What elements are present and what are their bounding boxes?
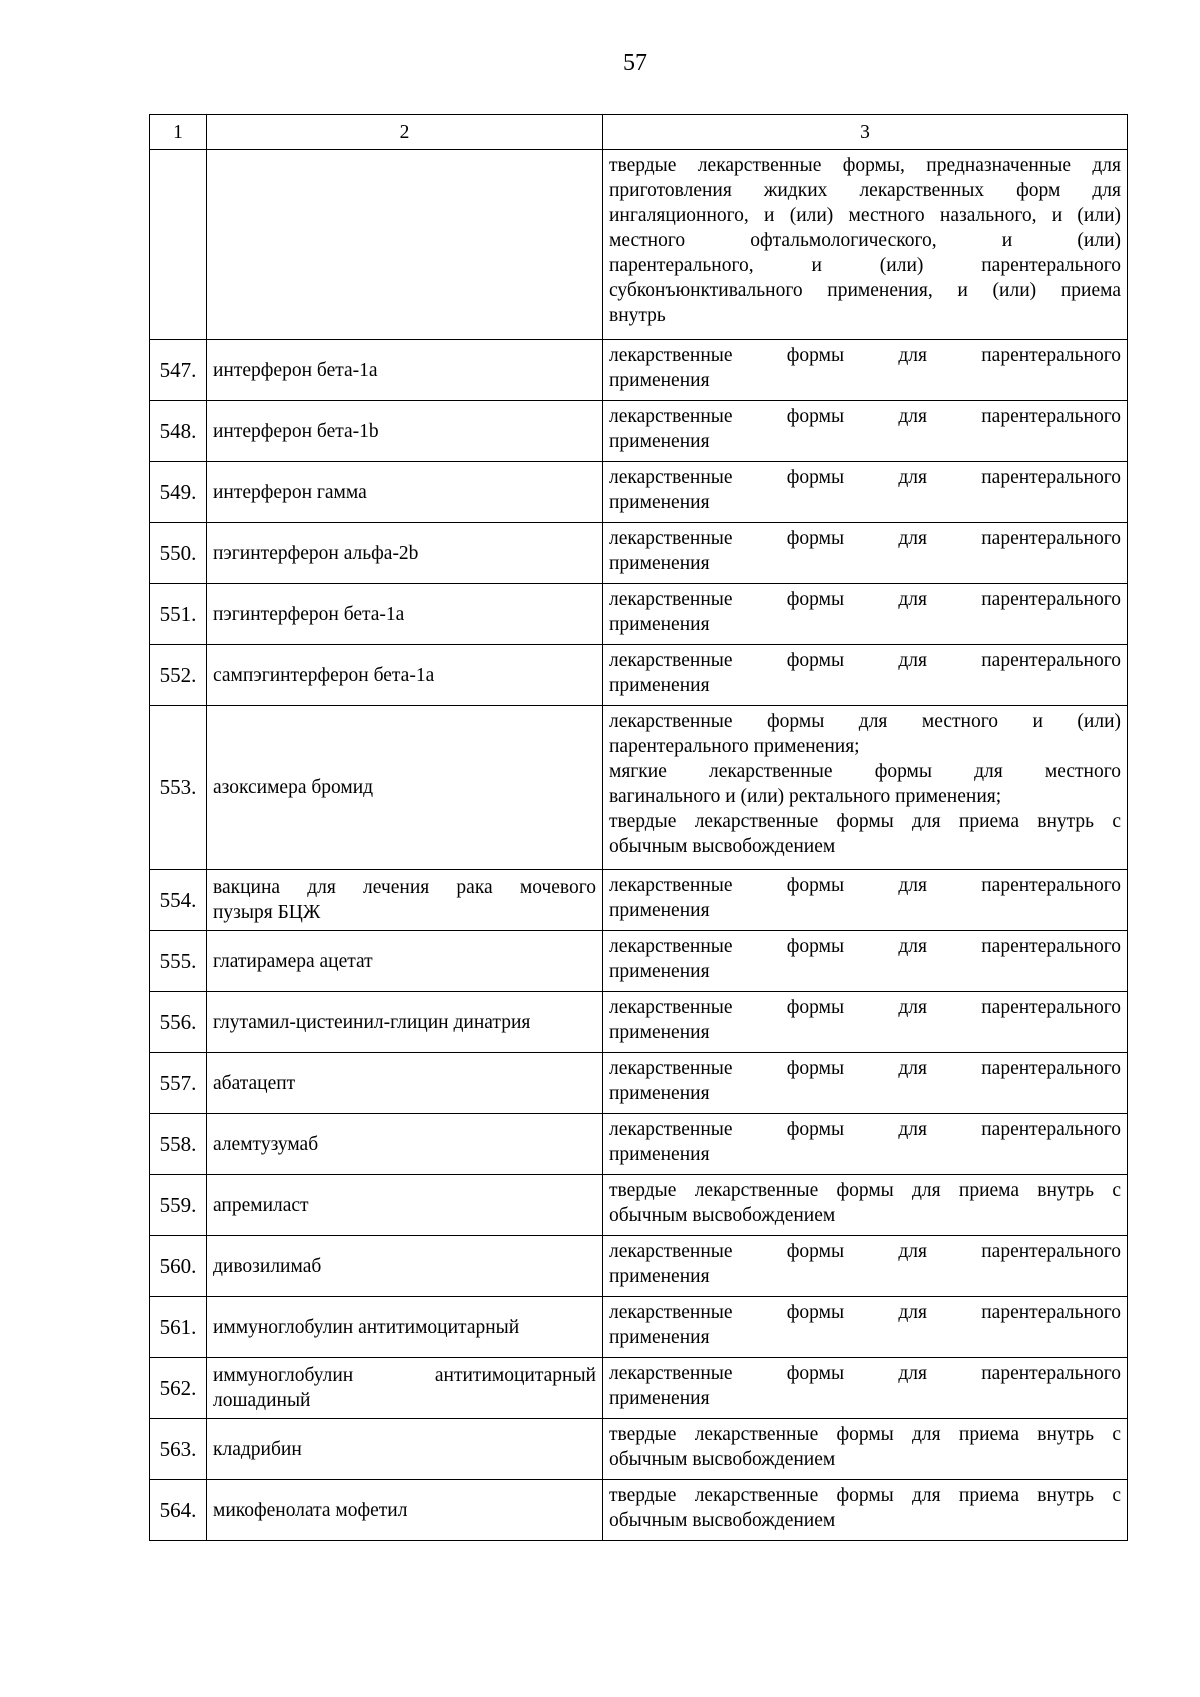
header-col-3: 3: [603, 115, 1128, 150]
dosage-form: [603, 1297, 1128, 1358]
table-row: [150, 584, 1128, 645]
table-row: [150, 870, 1128, 931]
dosage-form: [603, 645, 1128, 706]
form-line: лекарственные формы для парентерального: [609, 997, 1121, 1018]
dosage-form: [603, 401, 1128, 462]
row-number: 547.: [150, 340, 207, 401]
row-number: 558.: [150, 1114, 207, 1175]
drug-table: [149, 114, 1128, 1541]
dosage-form: [603, 1053, 1128, 1114]
drug-name: кладрибин: [207, 1419, 603, 1480]
dosage-form: [603, 706, 1128, 870]
form-line: вагинального и (или) ректального применения;: [609, 786, 1002, 807]
table-row: [150, 992, 1128, 1053]
drug-name: интерферон бета-1a: [207, 340, 603, 401]
table-row: [150, 1358, 1128, 1419]
drug-name: алемтузумаб: [207, 1114, 603, 1175]
table-row: [150, 401, 1128, 462]
row-number: 559.: [150, 1175, 207, 1236]
drug-name: апремиласт: [207, 1175, 603, 1236]
form-line: лекарственные формы для парентерального: [609, 1119, 1121, 1140]
form-line: лекарственные формы для парентерального: [609, 1241, 1121, 1262]
form-line: лекарственные формы для парентерального: [609, 650, 1121, 671]
form-line: парентерального, и (или) парентерального: [609, 255, 1121, 276]
dosage-form: [603, 523, 1128, 584]
row-number: 556.: [150, 992, 207, 1053]
continuation-form: [603, 150, 1128, 340]
drug-name: сампэгинтерферон бета-1a: [207, 645, 603, 706]
dosage-form: [603, 870, 1128, 931]
drug-name: дивозилимаб: [207, 1236, 603, 1297]
dosage-form: [603, 1236, 1128, 1297]
row-number: 553.: [150, 706, 207, 870]
table-row: [150, 462, 1128, 523]
dosage-form: [603, 1175, 1128, 1236]
row-number: 549.: [150, 462, 207, 523]
form-line: применения: [609, 961, 710, 982]
form-line: лекарственные формы для парентерального: [609, 467, 1121, 488]
continuation-num: [150, 150, 207, 340]
drug-name-line: пузыря БЦЖ: [213, 902, 321, 923]
table-row: [150, 1114, 1128, 1175]
drug-name: [207, 1358, 603, 1419]
drug-name-line: лошадиный: [213, 1390, 311, 1411]
drug-name: абатацепт: [207, 1053, 603, 1114]
row-number: 564.: [150, 1480, 207, 1541]
form-line: применения: [609, 1022, 710, 1043]
row-number: 548.: [150, 401, 207, 462]
row-number: 563.: [150, 1419, 207, 1480]
table-row: [150, 1053, 1128, 1114]
dosage-form: [603, 340, 1128, 401]
form-line: обычным высвобождением: [609, 1205, 836, 1226]
header-col-2: 2: [207, 115, 603, 150]
dosage-form: [603, 931, 1128, 992]
form-line: применения: [609, 553, 710, 574]
form-line: приготовления жидких лекарственных форм для: [609, 180, 1121, 201]
table-row: [150, 1480, 1128, 1541]
drug-name-line: вакцина для лечения рака мочевого: [213, 877, 596, 898]
drug-name: пэгинтерферон альфа-2b: [207, 523, 603, 584]
table-row: [150, 1419, 1128, 1480]
row-number: 555.: [150, 931, 207, 992]
dosage-form: [603, 1114, 1128, 1175]
row-number: 552.: [150, 645, 207, 706]
dosage-form: [603, 1358, 1128, 1419]
form-line: лекарственные формы для парентерального: [609, 528, 1121, 549]
form-line: применения: [609, 492, 710, 513]
drug-name: пэгинтерферон бета-1a: [207, 584, 603, 645]
form-line: твердые лекарственные формы для приема внутрь с: [609, 1180, 1121, 1201]
drug-name: микофенолата мофетил: [207, 1480, 603, 1541]
form-line: твердые лекарственные формы для приема внутрь с: [609, 811, 1121, 832]
form-line: местного офтальмологического, и (или): [609, 230, 1121, 251]
form-line: лекарственные формы для парентерального: [609, 936, 1121, 957]
table-row: [150, 1297, 1128, 1358]
form-line: применения: [609, 675, 710, 696]
form-line: применения: [609, 1327, 710, 1348]
row-number: 551.: [150, 584, 207, 645]
table-row: [150, 1236, 1128, 1297]
form-line: лекарственные формы для парентерального: [609, 1302, 1121, 1323]
drug-name: интерферон бета-1b: [207, 401, 603, 462]
dosage-form: [603, 1480, 1128, 1541]
table-row: [150, 1175, 1128, 1236]
row-number: 560.: [150, 1236, 207, 1297]
table-header-row: [150, 115, 1128, 150]
form-line: лекарственные формы для парентерального: [609, 875, 1121, 896]
dosage-form: [603, 1419, 1128, 1480]
form-line: лекарственные формы для парентерального: [609, 1058, 1121, 1079]
drug-name: глатирамера ацетат: [207, 931, 603, 992]
form-line: обычным высвобождением: [609, 1510, 836, 1531]
form-line: субконъюнктивального применения, и (или) приема: [609, 280, 1121, 301]
form-line: обычным высвобождением: [609, 836, 836, 857]
form-line: применения: [609, 614, 710, 635]
header-col-1: 1: [150, 115, 207, 150]
form-line: лекарственные формы для парентерального: [609, 406, 1121, 427]
drug-name: иммуноглобулин антитимоцитарный: [207, 1297, 603, 1358]
form-line: мягкие лекарственные формы для местного: [609, 761, 1121, 782]
form-line: парентерального применения;: [609, 736, 860, 757]
page-number: 57: [623, 50, 647, 76]
form-line: обычным высвобождением: [609, 1449, 836, 1470]
form-line: лекарственные формы для местного и (или): [609, 711, 1121, 732]
form-line: внутрь: [609, 305, 666, 326]
row-number: 557.: [150, 1053, 207, 1114]
form-line: твердые лекарственные формы для приема внутрь с: [609, 1424, 1121, 1445]
form-line: применения: [609, 431, 710, 452]
drug-name: [207, 870, 603, 931]
drug-name-line: иммуноглобулин антитимоцитарный: [213, 1365, 596, 1386]
form-line: твердые лекарственные формы для приема внутрь с: [609, 1485, 1121, 1506]
row-number: 561.: [150, 1297, 207, 1358]
continuation-name: [207, 150, 603, 340]
form-line: применения: [609, 900, 710, 921]
form-line: ингаляционного, и (или) местного назального, и (или): [609, 205, 1121, 226]
row-number: 554.: [150, 870, 207, 931]
form-line: применения: [609, 1266, 710, 1287]
drug-name: глутамил-цистеинил-глицин динатрия: [207, 992, 603, 1053]
drug-name: азоксимера бромид: [207, 706, 603, 870]
table-row: [150, 340, 1128, 401]
form-line: применения: [609, 1144, 710, 1165]
table-row: [150, 645, 1128, 706]
dosage-form: [603, 462, 1128, 523]
dosage-form: [603, 584, 1128, 645]
form-line: лекарственные формы для парентерального: [609, 1363, 1121, 1384]
table-row: [150, 523, 1128, 584]
drug-name: интерферон гамма: [207, 462, 603, 523]
row-number: 550.: [150, 523, 207, 584]
table-row: [150, 706, 1128, 870]
form-line: применения: [609, 1388, 710, 1409]
form-line: лекарственные формы для парентерального: [609, 345, 1121, 366]
form-line: твердые лекарственные формы, предназначенные для: [609, 155, 1121, 176]
continuation-row: [150, 150, 1128, 340]
dosage-form: [603, 992, 1128, 1053]
form-line: лекарственные формы для парентерального: [609, 589, 1121, 610]
form-line: применения: [609, 1083, 710, 1104]
table-row: [150, 931, 1128, 992]
form-line: применения: [609, 370, 710, 391]
row-number: 562.: [150, 1358, 207, 1419]
